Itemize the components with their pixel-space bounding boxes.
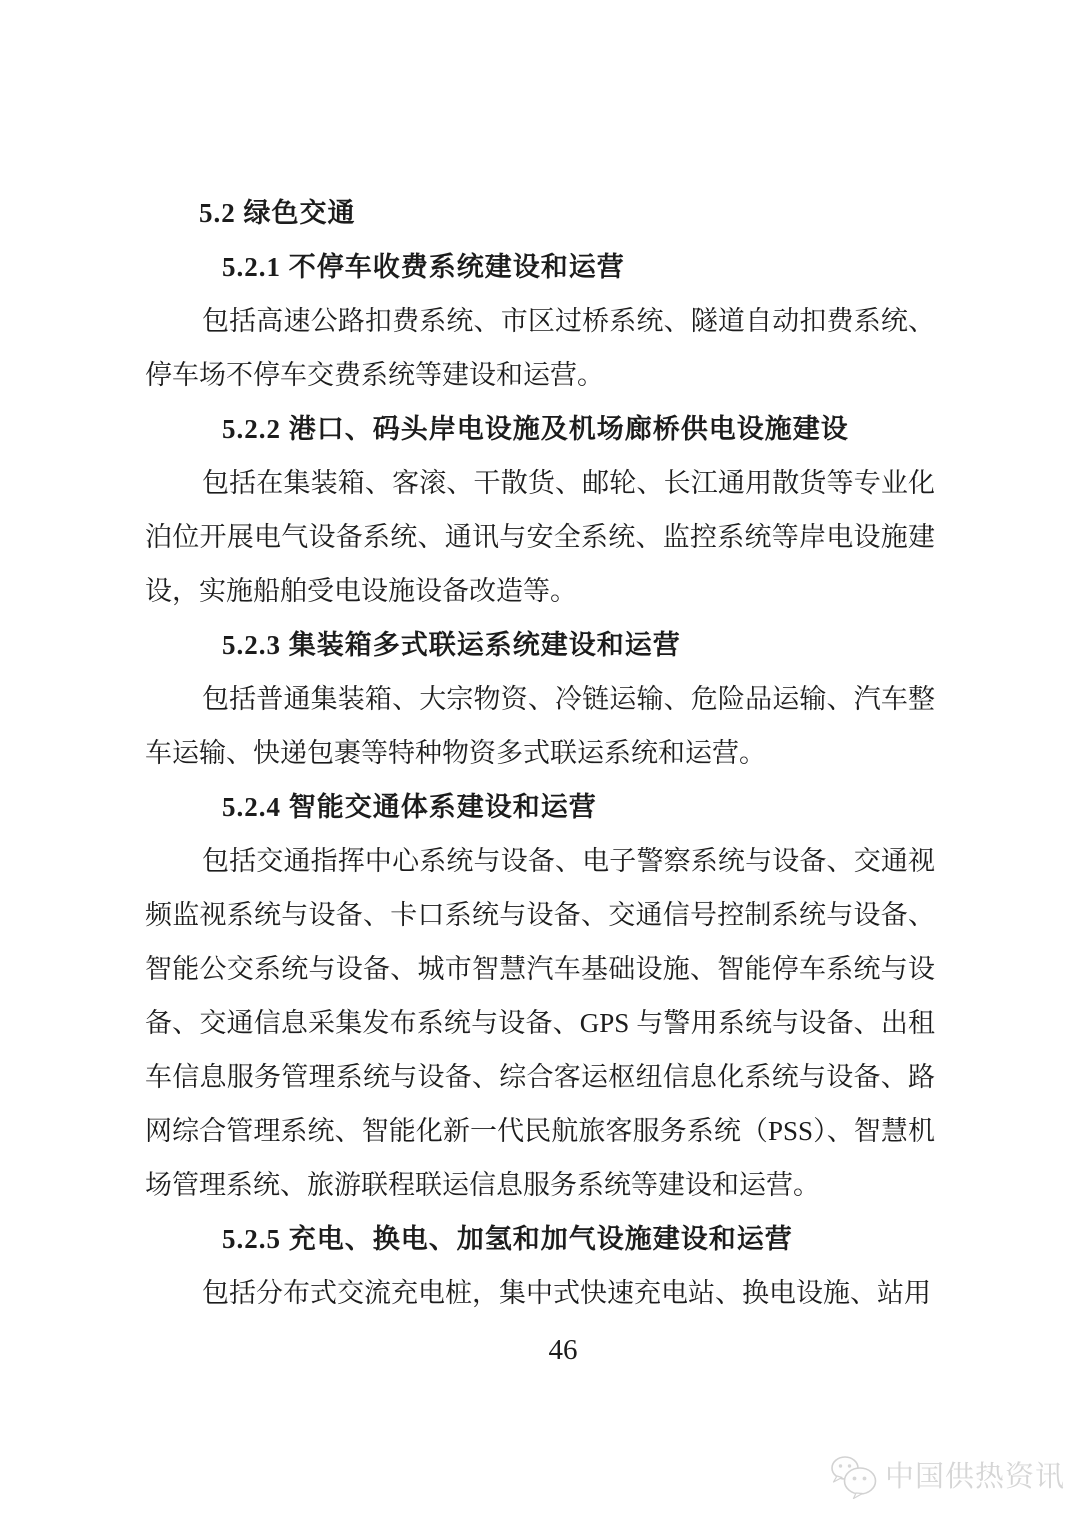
subsection-heading-5-2-4: 5.2.4 智能交通体系建设和运营 <box>222 792 597 822</box>
watermark <box>830 1455 1065 1499</box>
subsection-heading-5-2-1: 5.2.1 不停车收费系统建设和运营 <box>222 252 625 282</box>
subsection-heading-5-2-3: 5.2.3 集装箱多式联运系统建设和运营 <box>222 630 681 660</box>
section-heading-5-2: 5.2 绿色交通 <box>199 198 356 228</box>
paragraph-5-2-4: 包括交通指挥中心系统与设备、电子警察系统与设备、交通视频监视系统与设备、卡口系统与设备、交通信号控制系统与设备、智能公交系统与设备、城市智慧汽车基础设施、智能停车系统与设备、交通信息采集发布系统与设备、GPS 与警用系统与设备、出租车信息服务管理系统与设备、综合客运枢纽信息化系统与设备、路网综合管理系统、智能化新一代民航旅客服务系统（PSS）、智慧机场管理系统、旅游联程联运信息服务系统等建设和运营。 <box>145 846 935 1200</box>
paragraph-5-2-5: 包括分布式交流充电桩，集中式快速充电站、换电设施、站用 <box>202 1278 931 1308</box>
page-number: 46 <box>548 1334 578 1366</box>
subsection-heading-5-2-5: 5.2.5 充电、换电、加氢和加气设施建设和运营 <box>222 1224 793 1254</box>
wechat-icon <box>830 1455 878 1499</box>
paragraph-5-2-2: 包括在集装箱、客滚、干散货、邮轮、长江通用散货等专业化泊位开展电气设备系统、通讯与安全系统、监控系统等岸电设施建设，实施船舶受电设施设备改造等。 <box>145 468 935 606</box>
paragraph-5-2-3: 包括普通集装箱、大宗物资、冷链运输、危险品运输、汽车整车运输、快递包裹等特种物资多式联运系统和运营。 <box>145 684 935 768</box>
subsection-heading-5-2-2: 5.2.2 港口、码头岸电设施及机场廊桥供电设施建设 <box>222 414 849 444</box>
paragraph-5-2-1: 包括高速公路扣费系统、市区过桥系统、隧道自动扣费系统、停车场不停车交费系统等建设和运营。 <box>145 306 935 390</box>
document-body <box>145 186 935 1320</box>
watermark-label: 中国供热资讯 <box>885 1461 1066 1493</box>
